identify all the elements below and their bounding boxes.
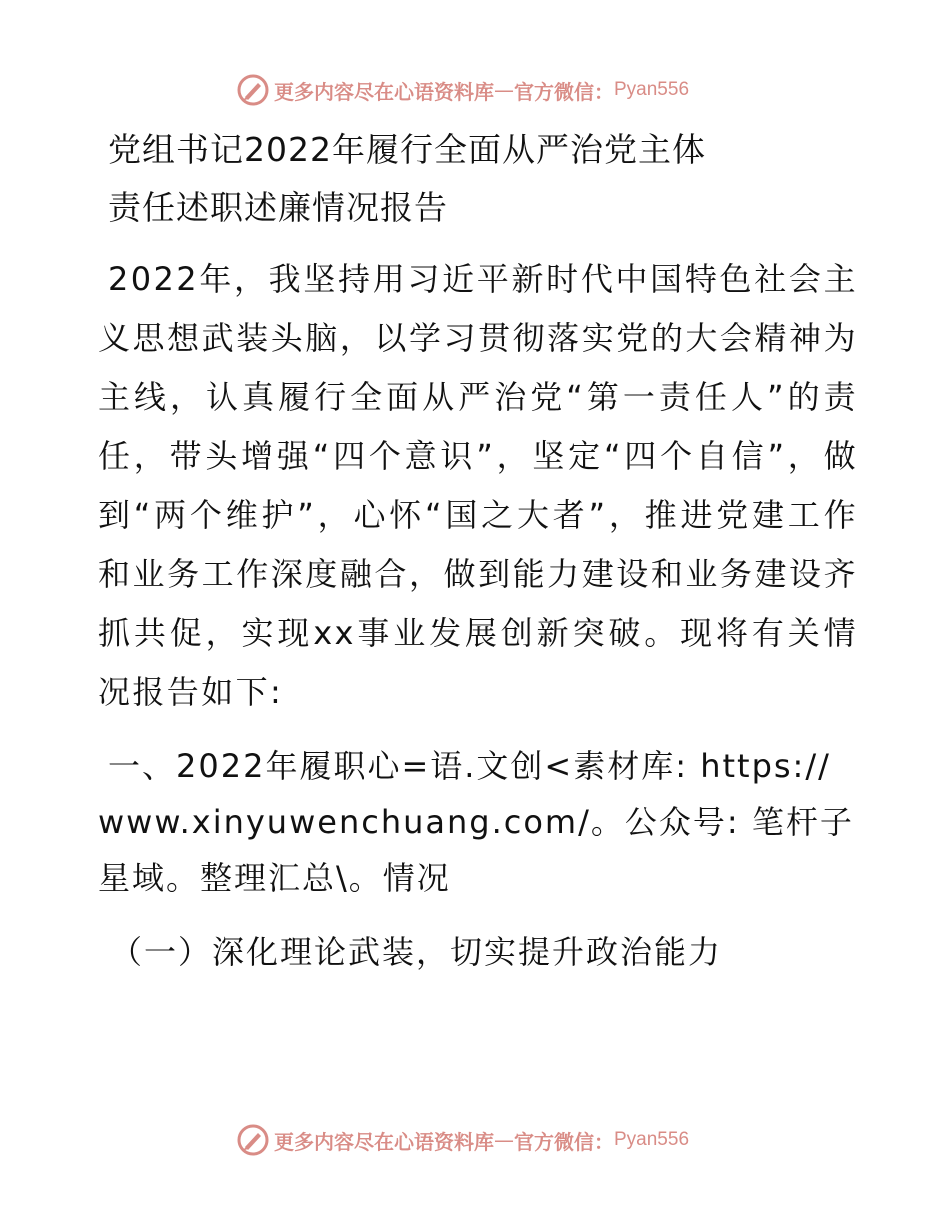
intro-paragraph: 2022年，我坚持用习近平新时代中国特色社会主义思想武装头脑，以学习贯彻落实党的大会精神为主线，认真履行全面从严治党“第一责任人”的责任，带头增强“四个意识”，坚定“四个自信”，做到“两个维护”，心怀“国之大者”，推进党建工作和业务工作深度融合，做到能力建设和业务建设齐抓共促，实现xx事业发展创新突破。现将有关情况报告如下:	[98, 260, 858, 711]
document-body	[98, 122, 858, 980]
watermark-text: 更多内容尽在心语资料库	[274, 79, 494, 104]
watermark-text: 更多内容尽在心语资料库	[274, 1129, 494, 1154]
subsection-heading-1: （一）深化理论武装，切实提升政治能力	[110, 933, 723, 971]
watermark-separator: —	[494, 1128, 514, 1152]
document-title-line-2: 责任述职述廉情况报告	[108, 188, 448, 227]
section-heading-1: 一、2022年履职心=语.文创<素材库: https:// www.xinyuwenchuang.com/。公众号: 笔杆子星域。整理汇总\。情况	[98, 747, 854, 897]
footer-watermark	[236, 1123, 689, 1157]
watermark-suffix: 官方微信：	[514, 1129, 614, 1154]
pen-logo-icon	[236, 1123, 270, 1157]
header-watermark	[236, 73, 689, 107]
watermark-separator: —	[494, 78, 514, 102]
watermark-wechat-id: Pyan556	[614, 79, 690, 100]
pen-logo-icon	[236, 73, 270, 107]
watermark-suffix: 官方微信：	[514, 79, 614, 104]
document-title-line-1: 党组书记2022年履行全面从严治党主体	[108, 130, 706, 169]
watermark-wechat-id: Pyan556	[614, 1129, 690, 1150]
